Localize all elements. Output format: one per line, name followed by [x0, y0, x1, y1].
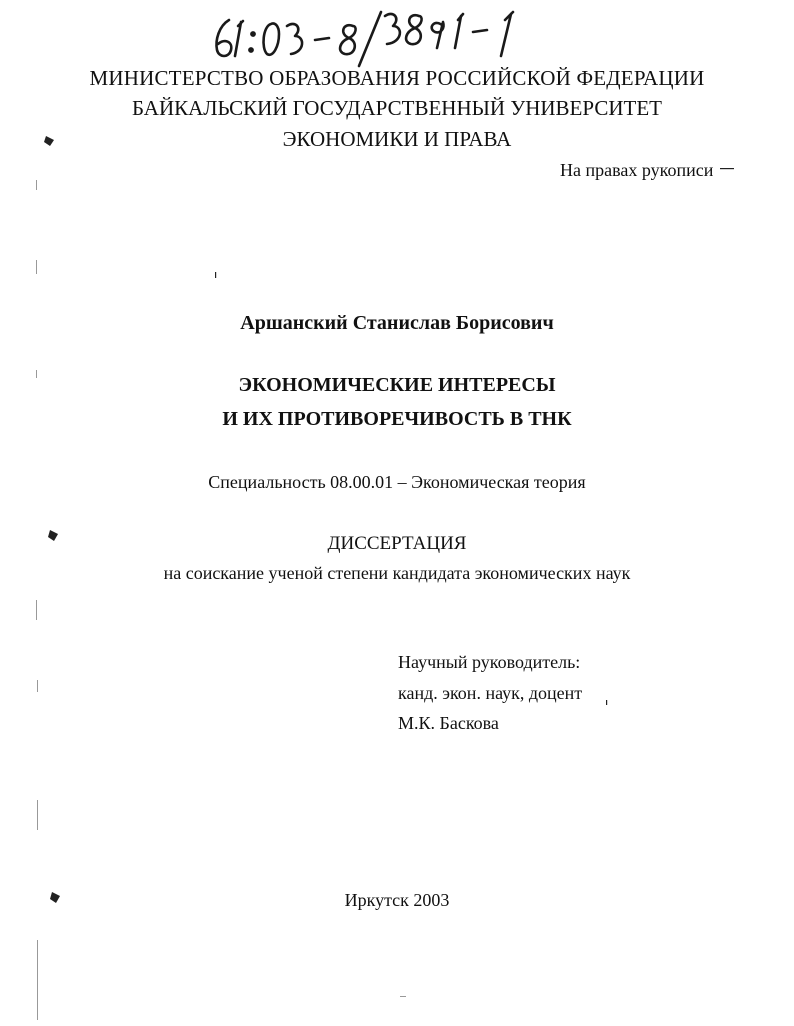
supervisor-degree: канд. экон. наук, доцент — [398, 683, 583, 703]
dissertation-title-line1: ЭКОНОМИЧЕСКИЕ ИНТЕРЕСЫ — [238, 374, 556, 396]
city-year: Иркутск 2003 — [344, 890, 450, 910]
manuscript-rights-note: На правах рукописи — [560, 160, 714, 180]
supervisor-label: Научный руководитель: — [398, 652, 581, 672]
dissertation-title-line2: И ИХ ПРОТИВОРЕЧИВОСТЬ В ТНК — [222, 408, 572, 430]
dissertation-label: ДИССЕРТАЦИЯ — [327, 533, 467, 554]
degree-purpose: на соискание ученой степени кандидата экономических наук — [163, 563, 631, 583]
specialty-line: Специальность 08.00.01 – Экономическая теория — [208, 472, 586, 492]
university-name-line1: БАЙКАЛЬСКИЙ ГОСУДАРСТВЕННЫЙ УНИВЕРСИТЕТ — [132, 96, 662, 120]
university-name-line2: ЭКОНОМИКИ И ПРАВА — [282, 127, 512, 151]
ministry-name: МИНИСТЕРСТВО ОБРАЗОВАНИЯ РОССИЙСКОЙ ФЕДЕРАЦИИ — [89, 66, 705, 90]
handwritten-registry-number — [205, 0, 535, 70]
author-name: Аршанский Станислав Борисович — [240, 312, 554, 334]
supervisor-name: М.К. Баскова — [398, 713, 499, 733]
